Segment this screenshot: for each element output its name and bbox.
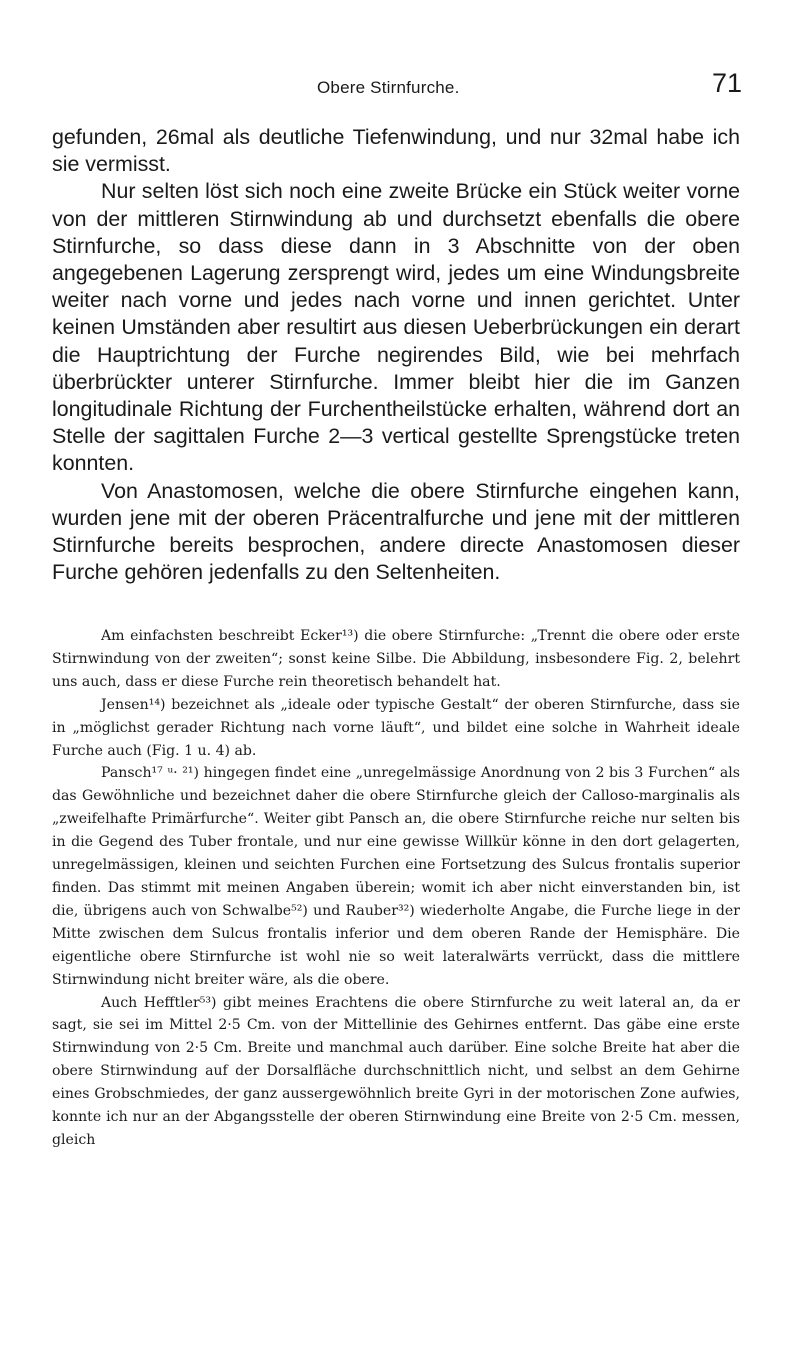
paragraph-3: Von Anastomosen, welche die obere Stirnfurche eingehen kann, wurden jene mit der oberen Präcentralfurche und jene mit der mittleren Stirnfurche bereits besprochen, andere directe Anastomosen dieser Furche gehören jedenfalls zu den Seltenheiten. bbox=[52, 478, 740, 585]
main-text bbox=[52, 124, 740, 586]
small-paragraph-3: Pansch¹⁷ ᵘ· ²¹) hingegen findet eine „unregelmässige Anordnung von 2 bis 3 Furchen“ als das Gewöhnliche und bezeichnet daher die obere Stirnfurche gleich der Calloso-marginalis als „zweifelhafte Primärfurche“. Weiter gibt Pansch an, die obere Stirnfurche reiche nur selten bis in die Gegend des Tuber frontale, und nur eine gewisse Willkür könne in den dort gelagerten, unregelmässigen, kleinen und seichten Furchen eine Fortsetzung des Sulcus frontalis superior finden. Das stimmt mit meinen Angaben überein; womit ich aber nicht einverstanden bin, ist die, übrigens auch von Schwalbe⁵²) und Rauber³²) wiederholte Angabe, die Furche liege in der Mitte zwischen dem Sulcus frontalis inferior und dem oberen Rande der Hemisphäre. Die eigentliche obere Stirnfurche ist wohl nie so weit lateralwärts verrückt, dass die mittlere Stirnwindung nicht breiter wäre, als die obere. bbox=[52, 765, 740, 988]
small-paragraph-1: Am einfachsten beschreibt Ecker¹³) die obere Stirnfurche: „Trennt die obere oder erste Stirnwindung von der zweiten“; sonst keine Silbe. Die Abbildung, insbesondere Fig. 2, belehrt uns auch, dass er diese Furche rein theoretisch behandelt hat. bbox=[52, 628, 740, 690]
paragraph-2: Nur selten löst sich noch eine zweite Brücke ein Stück weiter vorne von der mittleren Stirnwindung ab und durchsetzt ebenfalls die obere Stirnfurche, so dass diese dann in 3 Abschnitte von der oben angegebenen Lagerung zersprengt wird, jedes um eine Windungsbreite weiter nach vorne und jedes nach vorne und innen gerichtet. Unter keinen Umständen aber resultirt aus diesen Ueberbrückungen ein derart die Hauptrichtung der Furche negirendes Bild, wie bei mehrfach überbrückter unterer Stirnfurche. Immer bleibt hier die im Ganzen longitudinale Richtung der Furchentheilstücke erhalten, während dort an Stelle der sagittalen Furche 2—3 vertical gestellte Sprengstücke treten konnten. bbox=[52, 179, 740, 476]
small-paragraph-2: Jensen¹⁴) bezeichnet als „ideale oder typische Gestalt“ der oberen Stirnfurche, dass sie in „möglichst gerader Richtung nach vorne läuft“, und bildet eine solche in Wahrheit ideale Furche auch (Fig. 1 u. 4) ab. bbox=[52, 696, 740, 759]
small-paragraph-4: Auch Hefftler⁵³) gibt meines Erachtens die obere Stirnfurche zu weit lateral an, da er sagt, sie sei im Mittel 2·5 Cm. von der Mittellinie des Gehirnes entfernt. Das gäbe eine erste Stirnwindung von 2·5 Cm. Breite und manchmal auch darüber. Eine solche Breite hat aber die obere Stirnwindung auf der Dorsalfläche durchschnittlich nicht, und selbst an dem Gehirne eines Grobschmiedes, der ganz aussergewöhnlich breite Gyri in der motorischen Zone aufwies, konnte ich nur an der Abgangsstelle der oberen Stirnwindung eine Breite von 2·5 Cm. messen, gleich bbox=[52, 994, 740, 1148]
page-number: 71 bbox=[711, 68, 742, 98]
page-header bbox=[52, 68, 742, 112]
literature-review bbox=[52, 625, 740, 1152]
paragraph-1: gefunden, 26mal als deutliche Tiefenwindung, und nur 32mal habe ich sie vermisst. bbox=[52, 125, 740, 177]
running-title: Obere Stirnfurche. bbox=[317, 78, 460, 97]
